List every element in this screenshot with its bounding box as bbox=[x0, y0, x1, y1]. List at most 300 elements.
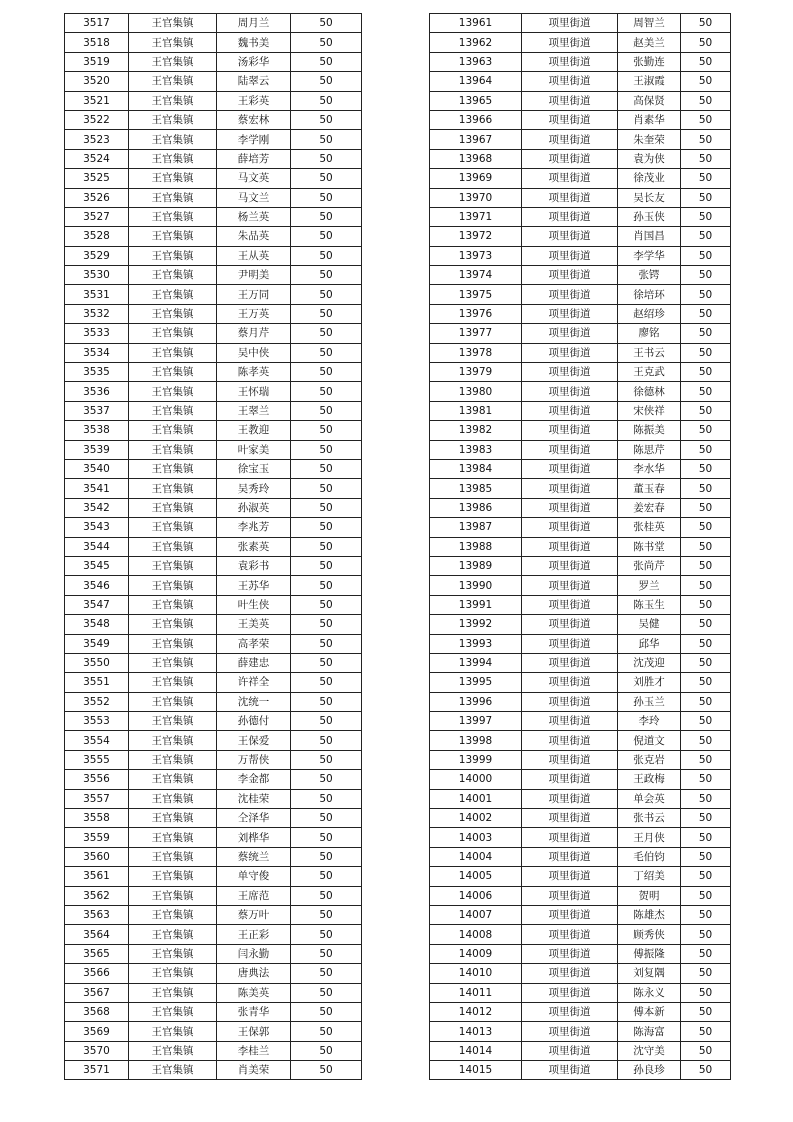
table-row bbox=[430, 964, 731, 983]
name-cell: 徐宝玉 bbox=[217, 459, 291, 478]
serial-number-cell: 13998 bbox=[430, 731, 522, 750]
serial-number-cell: 3526 bbox=[65, 188, 129, 207]
township-cell: 王官集镇 bbox=[129, 847, 217, 866]
township-cell: 王官集镇 bbox=[129, 401, 217, 420]
name-cell: 董玉春 bbox=[618, 479, 681, 498]
serial-number-cell: 14007 bbox=[430, 905, 522, 924]
township-cell: 王官集镇 bbox=[129, 91, 217, 110]
name-cell: 蔡万叶 bbox=[217, 905, 291, 924]
township-cell: 王官集镇 bbox=[129, 634, 217, 653]
name-cell: 袁为侠 bbox=[618, 149, 681, 168]
name-cell: 薛培芳 bbox=[217, 149, 291, 168]
amount-cell: 50 bbox=[291, 867, 362, 886]
name-cell: 王书云 bbox=[618, 343, 681, 362]
name-cell: 贺明 bbox=[618, 886, 681, 905]
serial-number-cell: 13970 bbox=[430, 188, 522, 207]
name-cell: 万帮侠 bbox=[217, 750, 291, 769]
amount-cell: 50 bbox=[681, 207, 731, 226]
township-cell: 王官集镇 bbox=[129, 556, 217, 575]
township-cell: 项里街道 bbox=[522, 52, 618, 71]
township-cell: 王官集镇 bbox=[129, 498, 217, 517]
name-cell: 陈思芹 bbox=[618, 440, 681, 459]
amount-cell: 50 bbox=[681, 227, 731, 246]
amount-cell: 50 bbox=[681, 382, 731, 401]
table-row bbox=[65, 246, 362, 265]
name-cell: 刘桦华 bbox=[217, 828, 291, 847]
name-cell: 张克岩 bbox=[618, 750, 681, 769]
amount-cell: 50 bbox=[681, 556, 731, 575]
table-row bbox=[430, 886, 731, 905]
township-cell: 王官集镇 bbox=[129, 227, 217, 246]
name-cell: 李玲 bbox=[618, 712, 681, 731]
serial-number-cell: 3568 bbox=[65, 1002, 129, 1021]
right-roster-table bbox=[429, 13, 731, 1080]
amount-cell: 50 bbox=[681, 246, 731, 265]
serial-number-cell: 3567 bbox=[65, 983, 129, 1002]
name-cell: 魏书美 bbox=[217, 33, 291, 52]
name-cell: 丁绍美 bbox=[618, 867, 681, 886]
table-row bbox=[65, 285, 362, 304]
serial-number-cell: 3523 bbox=[65, 130, 129, 149]
table-row bbox=[65, 867, 362, 886]
township-cell: 项里街道 bbox=[522, 692, 618, 711]
township-cell: 项里街道 bbox=[522, 1061, 618, 1080]
name-cell: 倪道文 bbox=[618, 731, 681, 750]
township-cell: 项里街道 bbox=[522, 207, 618, 226]
serial-number-cell: 13983 bbox=[430, 440, 522, 459]
township-cell: 王官集镇 bbox=[129, 382, 217, 401]
serial-number-cell: 3553 bbox=[65, 712, 129, 731]
amount-cell: 50 bbox=[291, 770, 362, 789]
table-row bbox=[65, 518, 362, 537]
table-row bbox=[430, 1002, 731, 1021]
township-cell: 王官集镇 bbox=[129, 52, 217, 71]
serial-number-cell: 3557 bbox=[65, 789, 129, 808]
amount-cell: 50 bbox=[681, 130, 731, 149]
table-row bbox=[65, 227, 362, 246]
name-cell: 王月侠 bbox=[618, 828, 681, 847]
amount-cell: 50 bbox=[291, 731, 362, 750]
name-cell: 傅本新 bbox=[618, 1002, 681, 1021]
table-row bbox=[65, 91, 362, 110]
township-cell: 项里街道 bbox=[522, 246, 618, 265]
amount-cell: 50 bbox=[681, 770, 731, 789]
serial-number-cell: 14014 bbox=[430, 1041, 522, 1060]
name-cell: 马文英 bbox=[217, 169, 291, 188]
serial-number-cell: 3559 bbox=[65, 828, 129, 847]
township-cell: 项里街道 bbox=[522, 363, 618, 382]
township-cell: 王官集镇 bbox=[129, 130, 217, 149]
serial-number-cell: 3518 bbox=[65, 33, 129, 52]
serial-number-cell: 13997 bbox=[430, 712, 522, 731]
table-row bbox=[65, 692, 362, 711]
amount-cell: 50 bbox=[681, 1061, 731, 1080]
amount-cell: 50 bbox=[291, 130, 362, 149]
serial-number-cell: 13967 bbox=[430, 130, 522, 149]
serial-number-cell: 3524 bbox=[65, 149, 129, 168]
serial-number-cell: 3529 bbox=[65, 246, 129, 265]
name-cell: 廖铭 bbox=[618, 324, 681, 343]
amount-cell: 50 bbox=[291, 72, 362, 91]
serial-number-cell: 13981 bbox=[430, 401, 522, 420]
amount-cell: 50 bbox=[681, 692, 731, 711]
table-row bbox=[65, 382, 362, 401]
serial-number-cell: 3554 bbox=[65, 731, 129, 750]
serial-number-cell: 3519 bbox=[65, 52, 129, 71]
name-cell: 孙淑英 bbox=[217, 498, 291, 517]
name-cell: 李学华 bbox=[618, 246, 681, 265]
serial-number-cell: 3570 bbox=[65, 1041, 129, 1060]
township-cell: 项里街道 bbox=[522, 750, 618, 769]
name-cell: 张青华 bbox=[217, 1002, 291, 1021]
table-row bbox=[65, 1041, 362, 1060]
amount-cell: 50 bbox=[681, 1041, 731, 1060]
name-cell: 徐茂业 bbox=[618, 169, 681, 188]
amount-cell: 50 bbox=[681, 518, 731, 537]
name-cell: 高孝荣 bbox=[217, 634, 291, 653]
name-cell: 陆翠云 bbox=[217, 72, 291, 91]
table-row bbox=[65, 576, 362, 595]
name-cell: 沈统一 bbox=[217, 692, 291, 711]
serial-number-cell: 3564 bbox=[65, 925, 129, 944]
amount-cell: 50 bbox=[681, 498, 731, 517]
serial-number-cell: 3548 bbox=[65, 615, 129, 634]
table-row bbox=[65, 498, 362, 517]
serial-number-cell: 3552 bbox=[65, 692, 129, 711]
amount-cell: 50 bbox=[681, 14, 731, 33]
serial-number-cell: 13984 bbox=[430, 459, 522, 478]
table-row bbox=[430, 52, 731, 71]
serial-number-cell: 13994 bbox=[430, 653, 522, 672]
serial-number-cell: 14008 bbox=[430, 925, 522, 944]
table-row bbox=[430, 828, 731, 847]
table-row bbox=[430, 750, 731, 769]
name-cell: 张勤连 bbox=[618, 52, 681, 71]
township-cell: 王官集镇 bbox=[129, 944, 217, 963]
table-row bbox=[65, 33, 362, 52]
amount-cell: 50 bbox=[681, 595, 731, 614]
name-cell: 汤彩华 bbox=[217, 52, 291, 71]
amount-cell: 50 bbox=[291, 343, 362, 362]
serial-number-cell: 3556 bbox=[65, 770, 129, 789]
township-cell: 项里街道 bbox=[522, 634, 618, 653]
serial-number-cell: 14011 bbox=[430, 983, 522, 1002]
serial-number-cell: 3536 bbox=[65, 382, 129, 401]
township-cell: 王官集镇 bbox=[129, 809, 217, 828]
amount-cell: 50 bbox=[291, 285, 362, 304]
table-row bbox=[65, 479, 362, 498]
name-cell: 吴中侠 bbox=[217, 343, 291, 362]
serial-number-cell: 14000 bbox=[430, 770, 522, 789]
amount-cell: 50 bbox=[681, 925, 731, 944]
amount-cell: 50 bbox=[681, 1022, 731, 1041]
table-row bbox=[430, 615, 731, 634]
table-row bbox=[65, 983, 362, 1002]
serial-number-cell: 3544 bbox=[65, 537, 129, 556]
township-cell: 王官集镇 bbox=[129, 789, 217, 808]
serial-number-cell: 13962 bbox=[430, 33, 522, 52]
township-cell: 项里街道 bbox=[522, 1041, 618, 1060]
amount-cell: 50 bbox=[291, 498, 362, 517]
amount-cell: 50 bbox=[291, 828, 362, 847]
table-row bbox=[430, 110, 731, 129]
serial-number-cell: 3555 bbox=[65, 750, 129, 769]
serial-number-cell: 3558 bbox=[65, 809, 129, 828]
name-cell: 肖美荣 bbox=[217, 1061, 291, 1080]
name-cell: 朱奎荣 bbox=[618, 130, 681, 149]
amount-cell: 50 bbox=[291, 1061, 362, 1080]
amount-cell: 50 bbox=[291, 246, 362, 265]
amount-cell: 50 bbox=[291, 188, 362, 207]
serial-number-cell: 13992 bbox=[430, 615, 522, 634]
name-cell: 王淑霞 bbox=[618, 72, 681, 91]
table-row bbox=[430, 789, 731, 808]
amount-cell: 50 bbox=[681, 983, 731, 1002]
table-row bbox=[65, 886, 362, 905]
amount-cell: 50 bbox=[291, 712, 362, 731]
table-row bbox=[65, 421, 362, 440]
table-row bbox=[430, 770, 731, 789]
table-row bbox=[430, 343, 731, 362]
table-row bbox=[430, 401, 731, 420]
name-cell: 孙玉侠 bbox=[618, 207, 681, 226]
name-cell: 王苏华 bbox=[217, 576, 291, 595]
township-cell: 王官集镇 bbox=[129, 1041, 217, 1060]
township-cell: 王官集镇 bbox=[129, 149, 217, 168]
table-row bbox=[430, 227, 731, 246]
amount-cell: 50 bbox=[681, 110, 731, 129]
serial-number-cell: 13982 bbox=[430, 421, 522, 440]
table-row bbox=[65, 944, 362, 963]
serial-number-cell: 3551 bbox=[65, 673, 129, 692]
table-row bbox=[65, 110, 362, 129]
township-cell: 王官集镇 bbox=[129, 266, 217, 285]
amount-cell: 50 bbox=[681, 673, 731, 692]
name-cell: 傅振隆 bbox=[618, 944, 681, 963]
serial-number-cell: 14010 bbox=[430, 964, 522, 983]
table-row bbox=[65, 731, 362, 750]
township-cell: 项里街道 bbox=[522, 459, 618, 478]
serial-number-cell: 13964 bbox=[430, 72, 522, 91]
township-cell: 项里街道 bbox=[522, 944, 618, 963]
name-cell: 李兆芳 bbox=[217, 518, 291, 537]
table-row bbox=[65, 556, 362, 575]
amount-cell: 50 bbox=[291, 382, 362, 401]
name-cell: 闫永勤 bbox=[217, 944, 291, 963]
township-cell: 王官集镇 bbox=[129, 324, 217, 343]
serial-number-cell: 14009 bbox=[430, 944, 522, 963]
table-row bbox=[430, 692, 731, 711]
table-row bbox=[65, 1002, 362, 1021]
township-cell: 项里街道 bbox=[522, 440, 618, 459]
name-cell: 肖素华 bbox=[618, 110, 681, 129]
amount-cell: 50 bbox=[681, 52, 731, 71]
table-row bbox=[65, 673, 362, 692]
name-cell: 高保贤 bbox=[618, 91, 681, 110]
serial-number-cell: 3528 bbox=[65, 227, 129, 246]
amount-cell: 50 bbox=[291, 421, 362, 440]
serial-number-cell: 13986 bbox=[430, 498, 522, 517]
amount-cell: 50 bbox=[291, 14, 362, 33]
amount-cell: 50 bbox=[681, 324, 731, 343]
name-cell: 赵美兰 bbox=[618, 33, 681, 52]
township-cell: 王官集镇 bbox=[129, 692, 217, 711]
table-row bbox=[65, 343, 362, 362]
township-cell: 项里街道 bbox=[522, 518, 618, 537]
township-cell: 项里街道 bbox=[522, 964, 618, 983]
amount-cell: 50 bbox=[291, 324, 362, 343]
table-row bbox=[430, 363, 731, 382]
amount-cell: 50 bbox=[291, 556, 362, 575]
table-row bbox=[430, 440, 731, 459]
name-cell: 沈守美 bbox=[618, 1041, 681, 1060]
amount-cell: 50 bbox=[291, 363, 362, 382]
table-row bbox=[430, 33, 731, 52]
township-cell: 王官集镇 bbox=[129, 207, 217, 226]
name-cell: 朱品英 bbox=[217, 227, 291, 246]
amount-cell: 50 bbox=[681, 576, 731, 595]
amount-cell: 50 bbox=[291, 518, 362, 537]
amount-cell: 50 bbox=[681, 615, 731, 634]
serial-number-cell: 13963 bbox=[430, 52, 522, 71]
serial-number-cell: 3517 bbox=[65, 14, 129, 33]
amount-cell: 50 bbox=[681, 72, 731, 91]
township-cell: 王官集镇 bbox=[129, 459, 217, 478]
table-row bbox=[430, 673, 731, 692]
amount-cell: 50 bbox=[681, 266, 731, 285]
name-cell: 马文兰 bbox=[217, 188, 291, 207]
township-cell: 王官集镇 bbox=[129, 169, 217, 188]
township-cell: 王官集镇 bbox=[129, 983, 217, 1002]
name-cell: 周月兰 bbox=[217, 14, 291, 33]
name-cell: 孙良珍 bbox=[618, 1061, 681, 1080]
table-row bbox=[430, 324, 731, 343]
township-cell: 项里街道 bbox=[522, 401, 618, 420]
amount-cell: 50 bbox=[681, 91, 731, 110]
table-row bbox=[430, 169, 731, 188]
name-cell: 陈永义 bbox=[618, 983, 681, 1002]
name-cell: 赵绍珍 bbox=[618, 304, 681, 323]
serial-number-cell: 3538 bbox=[65, 421, 129, 440]
township-cell: 王官集镇 bbox=[129, 343, 217, 362]
name-cell: 李金都 bbox=[217, 770, 291, 789]
serial-number-cell: 14003 bbox=[430, 828, 522, 847]
serial-number-cell: 13985 bbox=[430, 479, 522, 498]
name-cell: 陈雄杰 bbox=[618, 905, 681, 924]
amount-cell: 50 bbox=[291, 1002, 362, 1021]
serial-number-cell: 14005 bbox=[430, 867, 522, 886]
name-cell: 张尚芹 bbox=[618, 556, 681, 575]
township-cell: 王官集镇 bbox=[129, 886, 217, 905]
table-row bbox=[65, 789, 362, 808]
township-cell: 项里街道 bbox=[522, 867, 618, 886]
table-row bbox=[65, 169, 362, 188]
serial-number-cell: 14013 bbox=[430, 1022, 522, 1041]
name-cell: 蔡宏林 bbox=[217, 110, 291, 129]
township-cell: 王官集镇 bbox=[129, 828, 217, 847]
table-row bbox=[430, 1022, 731, 1041]
table-row bbox=[430, 518, 731, 537]
amount-cell: 50 bbox=[681, 653, 731, 672]
name-cell: 罗兰 bbox=[618, 576, 681, 595]
name-cell: 仝泽华 bbox=[217, 809, 291, 828]
name-cell: 王美英 bbox=[217, 615, 291, 634]
table-row bbox=[65, 363, 362, 382]
name-cell: 陈孝英 bbox=[217, 363, 291, 382]
amount-cell: 50 bbox=[681, 479, 731, 498]
township-cell: 项里街道 bbox=[522, 809, 618, 828]
table-row bbox=[65, 207, 362, 226]
township-cell: 项里街道 bbox=[522, 343, 618, 362]
serial-number-cell: 13972 bbox=[430, 227, 522, 246]
township-cell: 王官集镇 bbox=[129, 440, 217, 459]
table-row bbox=[65, 401, 362, 420]
township-cell: 项里街道 bbox=[522, 149, 618, 168]
township-cell: 项里街道 bbox=[522, 537, 618, 556]
name-cell: 宋侠祥 bbox=[618, 401, 681, 420]
name-cell: 王政梅 bbox=[618, 770, 681, 789]
amount-cell: 50 bbox=[681, 363, 731, 382]
township-cell: 王官集镇 bbox=[129, 188, 217, 207]
amount-cell: 50 bbox=[291, 576, 362, 595]
table-row bbox=[430, 867, 731, 886]
township-cell: 项里街道 bbox=[522, 673, 618, 692]
serial-number-cell: 3537 bbox=[65, 401, 129, 420]
amount-cell: 50 bbox=[291, 653, 362, 672]
table-row bbox=[430, 266, 731, 285]
township-cell: 项里街道 bbox=[522, 1002, 618, 1021]
amount-cell: 50 bbox=[291, 459, 362, 478]
name-cell: 陈美英 bbox=[217, 983, 291, 1002]
name-cell: 单会英 bbox=[618, 789, 681, 808]
serial-number-cell: 3547 bbox=[65, 595, 129, 614]
amount-cell: 50 bbox=[291, 983, 362, 1002]
serial-number-cell: 13971 bbox=[430, 207, 522, 226]
township-cell: 项里街道 bbox=[522, 382, 618, 401]
amount-cell: 50 bbox=[291, 52, 362, 71]
township-cell: 王官集镇 bbox=[129, 770, 217, 789]
amount-cell: 50 bbox=[681, 964, 731, 983]
township-cell: 项里街道 bbox=[522, 227, 618, 246]
table-row bbox=[65, 905, 362, 924]
name-cell: 邱华 bbox=[618, 634, 681, 653]
serial-number-cell: 14006 bbox=[430, 886, 522, 905]
table-row bbox=[430, 149, 731, 168]
serial-number-cell: 3563 bbox=[65, 905, 129, 924]
table-row bbox=[65, 828, 362, 847]
name-cell: 蔡统兰 bbox=[217, 847, 291, 866]
township-cell: 王官集镇 bbox=[129, 518, 217, 537]
table-row bbox=[430, 847, 731, 866]
name-cell: 孙德付 bbox=[217, 712, 291, 731]
amount-cell: 50 bbox=[681, 828, 731, 847]
township-cell: 项里街道 bbox=[522, 91, 618, 110]
name-cell: 王正彩 bbox=[217, 925, 291, 944]
serial-number-cell: 14004 bbox=[430, 847, 522, 866]
amount-cell: 50 bbox=[291, 266, 362, 285]
township-cell: 项里街道 bbox=[522, 285, 618, 304]
name-cell: 单守俊 bbox=[217, 867, 291, 886]
amount-cell: 50 bbox=[681, 537, 731, 556]
name-cell: 王保郭 bbox=[217, 1022, 291, 1041]
township-cell: 项里街道 bbox=[522, 712, 618, 731]
serial-number-cell: 3534 bbox=[65, 343, 129, 362]
amount-cell: 50 bbox=[291, 692, 362, 711]
name-cell: 王怀瑞 bbox=[217, 382, 291, 401]
name-cell: 王席范 bbox=[217, 886, 291, 905]
name-cell: 王克武 bbox=[618, 363, 681, 382]
name-cell: 孙玉兰 bbox=[618, 692, 681, 711]
